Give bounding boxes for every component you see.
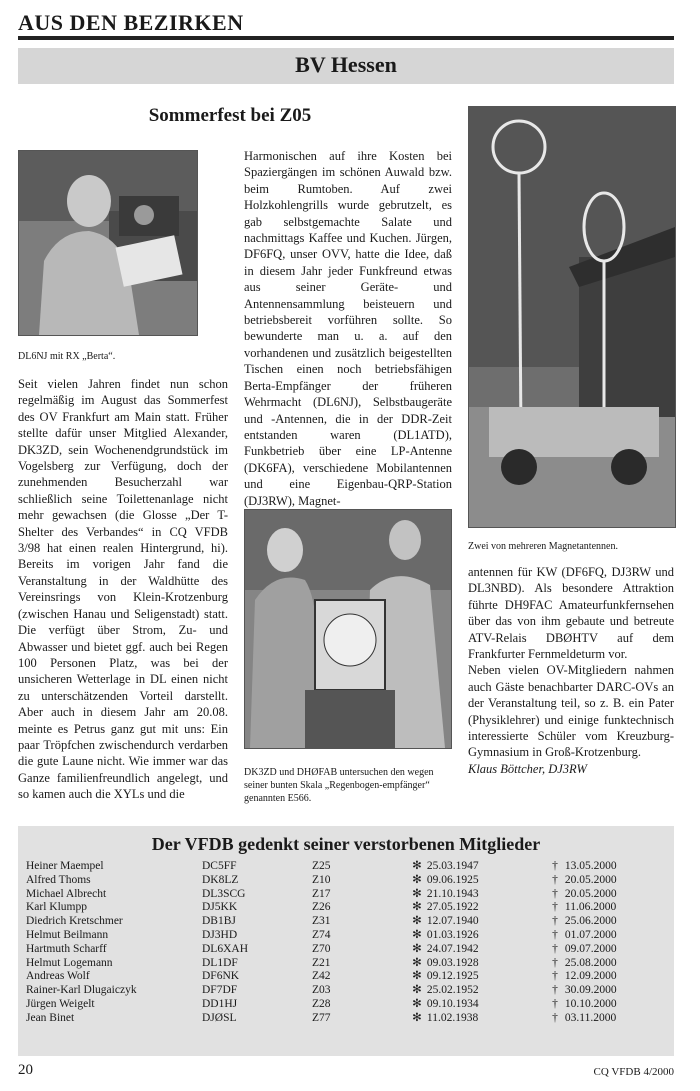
birth-star-icon: ✻ (412, 970, 422, 983)
memorial-row (26, 860, 666, 874)
member-born: ✻ 09.03.1928 (410, 957, 548, 971)
member-ov: Z74 (312, 928, 331, 941)
death-cross-icon: † (552, 997, 558, 1010)
member-callsign: DF7DF (202, 984, 238, 997)
member-died: † 25.08.2000 (548, 957, 666, 971)
birth-star-icon: ✻ (412, 901, 422, 914)
death-cross-icon: † (552, 873, 558, 886)
death-cross-icon: † (552, 901, 558, 914)
member-died: † 30.09.2000 (548, 984, 666, 998)
member-died: † 11.06.2000 (548, 901, 666, 915)
birth-star-icon: ✻ (412, 860, 422, 872)
member-born: ✻ 24.07.1942 (410, 943, 548, 957)
member-name: Andreas Wolf (26, 970, 90, 983)
member-name: Hartmuth Scharff (26, 942, 107, 955)
birth-star-icon: ✻ (412, 915, 422, 928)
member-callsign: DJ5KK (202, 901, 238, 914)
member-died: † 10.10.2000 (548, 998, 666, 1012)
title-rule (18, 36, 674, 40)
photo2-caption: DK3ZD und DHØFAB untersuchen den wegen seiner bunten Skala „Regenbogen-empfänger“ genannten E566. (244, 767, 434, 804)
member-ov: Z10 (312, 873, 331, 886)
member-name: Michael Albrecht (26, 887, 107, 900)
member-name: Jean Binet (26, 1011, 75, 1024)
memorial-row (26, 943, 666, 957)
member-died: † 25.06.2000 (548, 915, 666, 929)
memorial-row (26, 957, 666, 971)
member-born: ✻ 09.06.1925 (410, 874, 548, 888)
member-ov: Z70 (312, 942, 331, 955)
article-column-3 (468, 564, 674, 777)
photo3-caption: Zwei von mehreren Magnetantennen. (468, 541, 618, 552)
member-born: ✻ 25.02.1952 (410, 984, 548, 998)
member-name: Helmut Logemann (26, 956, 113, 969)
death-cross-icon: † (552, 956, 558, 969)
member-callsign: DK8LZ (202, 873, 239, 886)
member-died: † 01.07.2000 (548, 929, 666, 943)
member-born: ✻ 25.03.1947 (410, 860, 548, 874)
member-callsign: DJ3HD (202, 928, 238, 941)
article-author: Klaus Böttcher, DJ3RW (468, 761, 587, 776)
birth-star-icon: ✻ (412, 997, 422, 1010)
death-cross-icon: † (552, 915, 558, 928)
memorial-row (26, 901, 666, 915)
member-ov: Z42 (312, 970, 331, 983)
birth-star-icon: ✻ (412, 942, 422, 955)
member-callsign: DB1BJ (202, 915, 236, 928)
member-callsign: DC5FF (202, 860, 237, 872)
member-ov: Z26 (312, 901, 331, 914)
member-ov: Z21 (312, 956, 331, 969)
article-column-3-para1: antennen für KW (DF6FQ, DJ3RW und DL3NBD). Als besondere Attraktion führte DH9FAC Amateurfunkfernsehen über das von ihm gebaute und betreute ATV-Relais DBØHTV auf dem Frankfurter Fernmeldeturm vor. (468, 565, 674, 662)
birth-star-icon: ✻ (412, 1011, 422, 1024)
death-cross-icon: † (552, 887, 558, 900)
member-callsign: DL3SCG (202, 887, 246, 900)
member-name: Alfred Thoms (26, 873, 91, 886)
member-callsign: DL6XAH (202, 942, 248, 955)
memorial-row (26, 984, 666, 998)
death-cross-icon: † (552, 928, 558, 941)
member-callsign: DJØSL (202, 1011, 237, 1024)
member-ov: Z77 (312, 1011, 331, 1024)
article-column-1: Seit vielen Jahren findet nun schon regelmäßig im August das Sommerfest des OV Frankfurt am Main statt. Früher stellte dafür unser Mitglied Alexander, DK3ZD, sein Wochenendgrundstück im Vogelsberg zur Verfügung, doch der zunehmenden Besucherzahl war schließlich seine Toilettenanlage nicht mehr gewachsen (die Glosse „Der T-Shelter des Verbandes“ in CQ VFDB 3/98 hat einen realen Hintergrund, hi). Bereits im vorigen Jahr fand die Veranstaltung in der Waldhütte des Vereinsrings von Klein-Krotzenburg (zwischen Hanau und Seligenstadt) statt. Die verfügt über Strom, Zu- und Abwasser und bietet ggf. auch bei Regen 100 Personen Platz, was bei der unsicheren Wetterlage in DL einen nicht zu unterschätzenden Vorteil darstellt. Aber auch in diesem Jahr am 20.08. meinte es Petrus ganz gut mit uns: Ein paar Tröpfchen zwischendurch verdarben die gute Laune nicht. Wie immer war das Ganze familienfreundlich angelegt, und so kamen auch die XYLs und die (18, 377, 228, 802)
member-ov: Z03 (312, 984, 331, 997)
magazine-issue: CQ VFDB 4/2000 (593, 1066, 674, 1078)
memorial-row (26, 970, 666, 984)
member-ov: Z28 (312, 997, 331, 1010)
memorial-row (26, 929, 666, 943)
member-callsign: DF6NK (202, 970, 240, 983)
member-born: ✻ 09.12.1925 (410, 970, 548, 984)
birth-star-icon: ✻ (412, 928, 422, 941)
death-cross-icon: † (552, 984, 558, 997)
photo-rainbow-receiver (244, 509, 452, 749)
memorial-table-body (26, 860, 666, 1026)
member-born: ✻ 21.10.1943 (410, 888, 548, 902)
photo1-caption: DL6NJ mit RX „Berta“. (18, 351, 116, 362)
article-title: Sommerfest bei Z05 (148, 105, 312, 126)
page-number: 20 (18, 1062, 33, 1078)
memorial-row (26, 874, 666, 888)
member-born: ✻ 12.07.1940 (410, 915, 548, 929)
memorial-row (26, 888, 666, 902)
article-column-2: Harmonischen auf ihre Kosten bei Spaziergängen im schönen Auwald bzw. beim Rumtoben. Auf zwei Holzkohlengrills wurde gebrutzelt, es gab selbstgemachte Salate und nachmittags Kaffee und Kuchen. Jürgen, DF6FQ, unser OVV, hatte die Idee, daß in diesem Jahr jeder Funkfreund etwas aus seiner Geräte- und Antennensammlung beisteuern und betriebsbereit vorführen sollte. So bewunderte man u. a. auf den vorhandenen und zusätzlich beigestellten Tischen einen noch betriebsfähigen Berta-Empfänger der früheren Wehrmacht (DL6NJ), Selbstbaugeräte und -Antennen, die in der DDR-Zeit entstanden waren (DL1ATD), Funkbetrieb über eine LP-Antenne (DK6FA), verschiedene Mobilantennen und eine Eigenbau-QRP-Station (DJ3RW), Magnet- (244, 149, 452, 508)
member-name: Diedrich Kretschmer (26, 915, 123, 928)
memorial-row (26, 998, 666, 1012)
birth-star-icon: ✻ (412, 984, 422, 997)
member-name: Karl Klumpp (26, 901, 88, 914)
birth-star-icon: ✻ (412, 873, 422, 886)
birth-star-icon: ✻ (412, 956, 422, 969)
member-died: † 13.05.2000 (548, 860, 666, 874)
article-column-3-para2: Neben vielen OV-Mitgliedern nahmen auch Gäste benachbarter DARC-OVs an der Veranstaltung teil, so z. B. ein Pater (Physiklehrer) und einige funktechnisch interessierte Schüler vom Kreuzburg-Gymnasium in Groß-Krotzenburg. (468, 663, 674, 760)
birth-star-icon: ✻ (412, 887, 422, 900)
member-born: ✻ 27.05.1922 (410, 901, 548, 915)
memorial-title: Der VFDB gedenkt seiner verstorbenen Mitglieder (151, 834, 541, 854)
member-died: † 03.11.2000 (548, 1012, 666, 1026)
member-born: ✻ 09.10.1934 (410, 998, 548, 1012)
region-title: BV Hessen (295, 52, 397, 77)
death-cross-icon: † (552, 1011, 558, 1024)
member-name: Rainer-Karl Dlugaiczyk (26, 984, 137, 997)
photo-dl6nj-receiver (18, 150, 198, 336)
member-died: † 09.07.2000 (548, 943, 666, 957)
member-died: † 12.09.2000 (548, 970, 666, 984)
member-name: Heiner Maempel (26, 860, 104, 872)
member-ov: Z31 (312, 915, 331, 928)
section-title: AUS DEN BEZIRKEN (18, 10, 244, 35)
member-died: † 20.05.2000 (548, 888, 666, 902)
member-name: Jürgen Weigelt (26, 997, 95, 1010)
member-callsign: DD1HJ (202, 997, 238, 1010)
member-born: ✻ 11.02.1938 (410, 1012, 548, 1026)
memorial-table (26, 860, 666, 1026)
death-cross-icon: † (552, 970, 558, 983)
death-cross-icon: † (552, 942, 558, 955)
member-name: Helmut Beilmann (26, 928, 109, 941)
death-cross-icon: † (552, 860, 558, 872)
photo-magnetic-antennas (468, 106, 676, 528)
member-born: ✻ 01.03.1926 (410, 929, 548, 943)
member-died: † 20.05.2000 (548, 874, 666, 888)
memorial-row (26, 1012, 666, 1026)
member-ov: Z25 (312, 860, 331, 872)
member-callsign: DL1DF (202, 956, 238, 969)
memorial-row (26, 915, 666, 929)
member-ov: Z17 (312, 887, 331, 900)
